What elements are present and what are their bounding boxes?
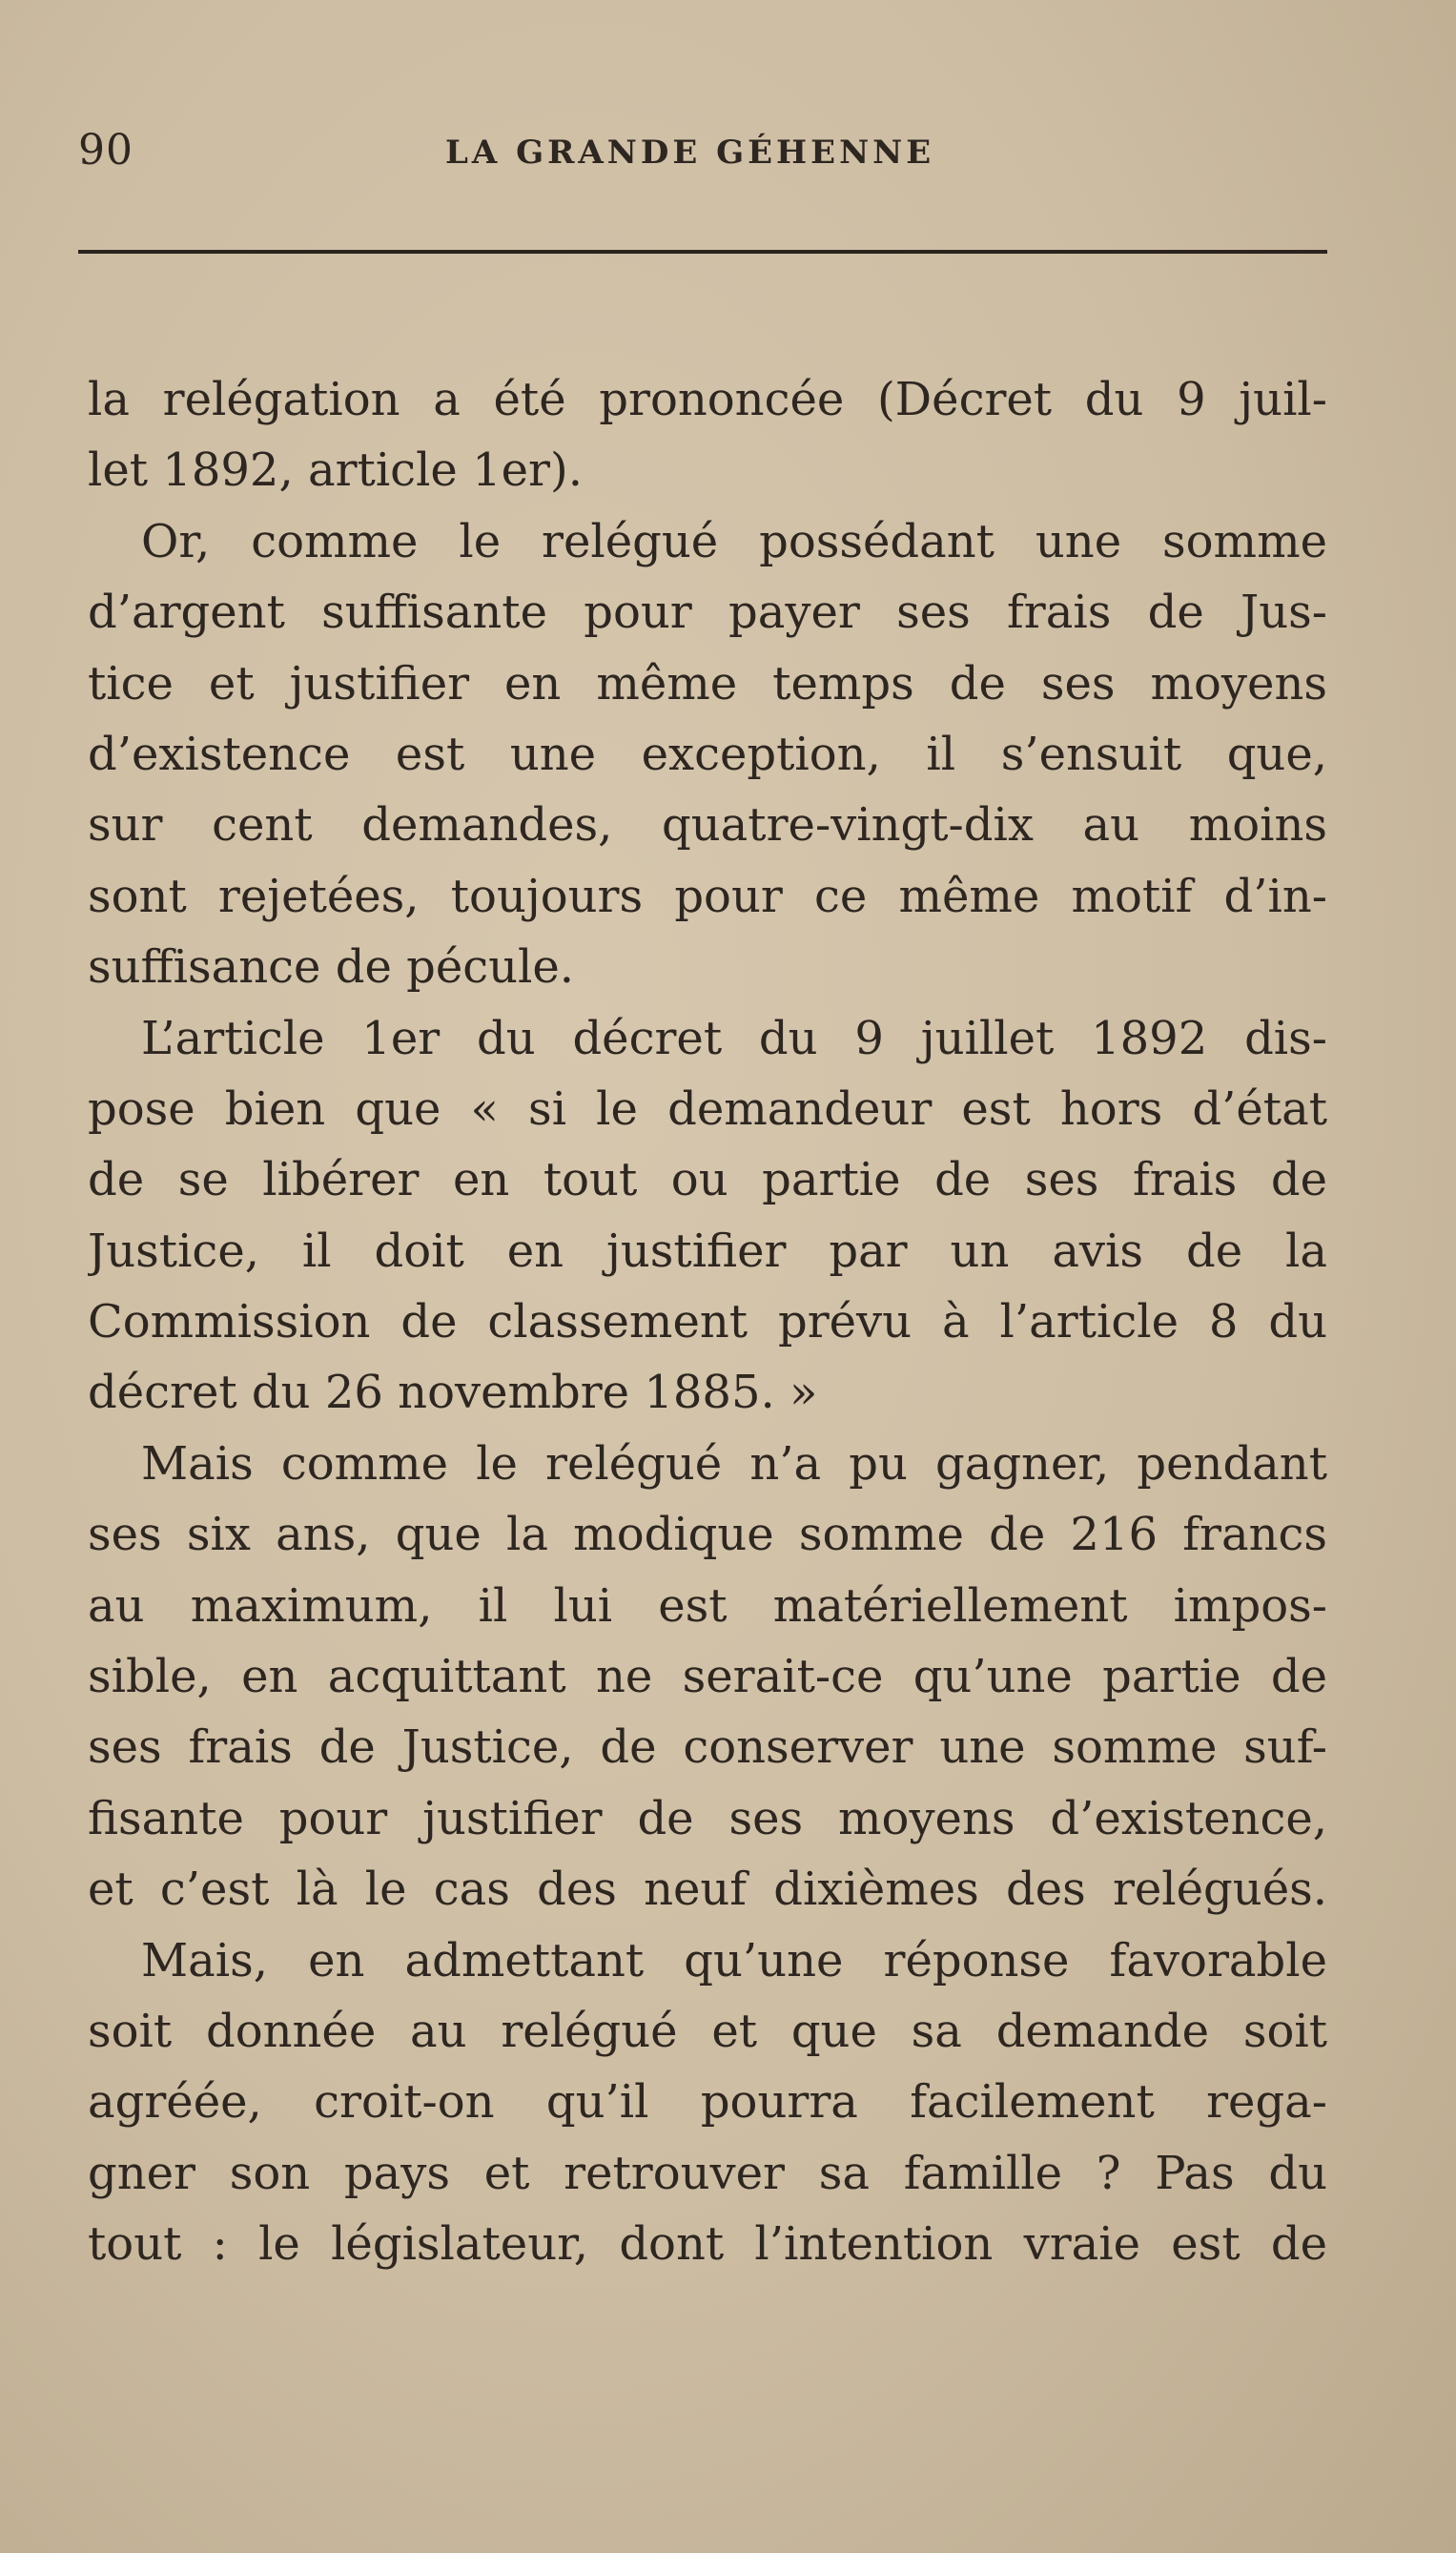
text-line: tout : le législateur, dont l’intention vraie est de	[88, 2217, 1327, 2272]
text-line: suffisance de pécule.	[88, 940, 575, 995]
text-line: gner son pays et retrouver sa famille ? Pas du	[88, 2146, 1327, 2200]
text-line: Commission de classement prévu à l’article 8 du	[88, 1295, 1327, 1349]
text-line: tice et justifier en même temps de ses moyens	[88, 656, 1327, 710]
page-header	[78, 122, 1327, 179]
text-line: L’article 1er du décret du 9 juillet 1892 dis-	[141, 1011, 1327, 1065]
text-line: la relégation a été prononcée (Décret du 9 juil-	[88, 373, 1327, 426]
page-number: 90	[78, 126, 133, 175]
header-rule	[78, 250, 1327, 254]
text-line: et c’est là le cas des neuf dixièmes des relégués.	[88, 1863, 1327, 1917]
text-line: au maximum, il lui est matériellement impos-	[88, 1578, 1327, 1633]
text-line: sible, en acquittant ne serait-ce qu’une partie de	[88, 1650, 1327, 1704]
text-line: de se libérer en tout ou partie de ses frais de	[88, 1153, 1327, 1207]
text-line: Or, comme le relégué possédant une somme	[141, 514, 1327, 568]
text-line: Justice, il doit en justifier par un avis de la	[88, 1224, 1327, 1278]
text-line: let 1892, article 1er).	[88, 443, 583, 498]
text-line: décret du 26 novembre 1885. »	[88, 1366, 818, 1420]
text-line: ses frais de Justice, de conserver une somme suf-	[88, 1720, 1327, 1775]
text-line: soit donnée au relégué et que sa demande soit	[88, 2004, 1327, 2058]
text-line: sont rejetées, toujours pour ce même motif d’in-	[88, 869, 1327, 923]
body-text	[88, 364, 1327, 2280]
text-line: fisante pour justifier de ses moyens d’existence,	[88, 1791, 1327, 1845]
text-line: agréée, croit-on qu’il pourra facilement rega-	[88, 2075, 1327, 2130]
running-title: LA GRANDE GÉHENNE	[445, 134, 935, 172]
text-line: Mais, en admettant qu’une réponse favorable	[141, 1933, 1327, 1987]
text-line: sur cent demandes, quatre-vingt-dix au moins	[88, 798, 1327, 853]
text-line: ses six ans, que la modique somme de 216 francs	[88, 1508, 1327, 1562]
text-line: d’argent suffisante pour payer ses frais de Jus-	[88, 586, 1327, 640]
text-line: pose bien que « si le demandeur est hors d’état	[88, 1081, 1327, 1136]
text-line: Mais comme le relégué n’a pu gagner, pendant	[141, 1436, 1327, 1491]
text-line: d’existence est une exception, il s’ensuit que,	[88, 727, 1327, 781]
